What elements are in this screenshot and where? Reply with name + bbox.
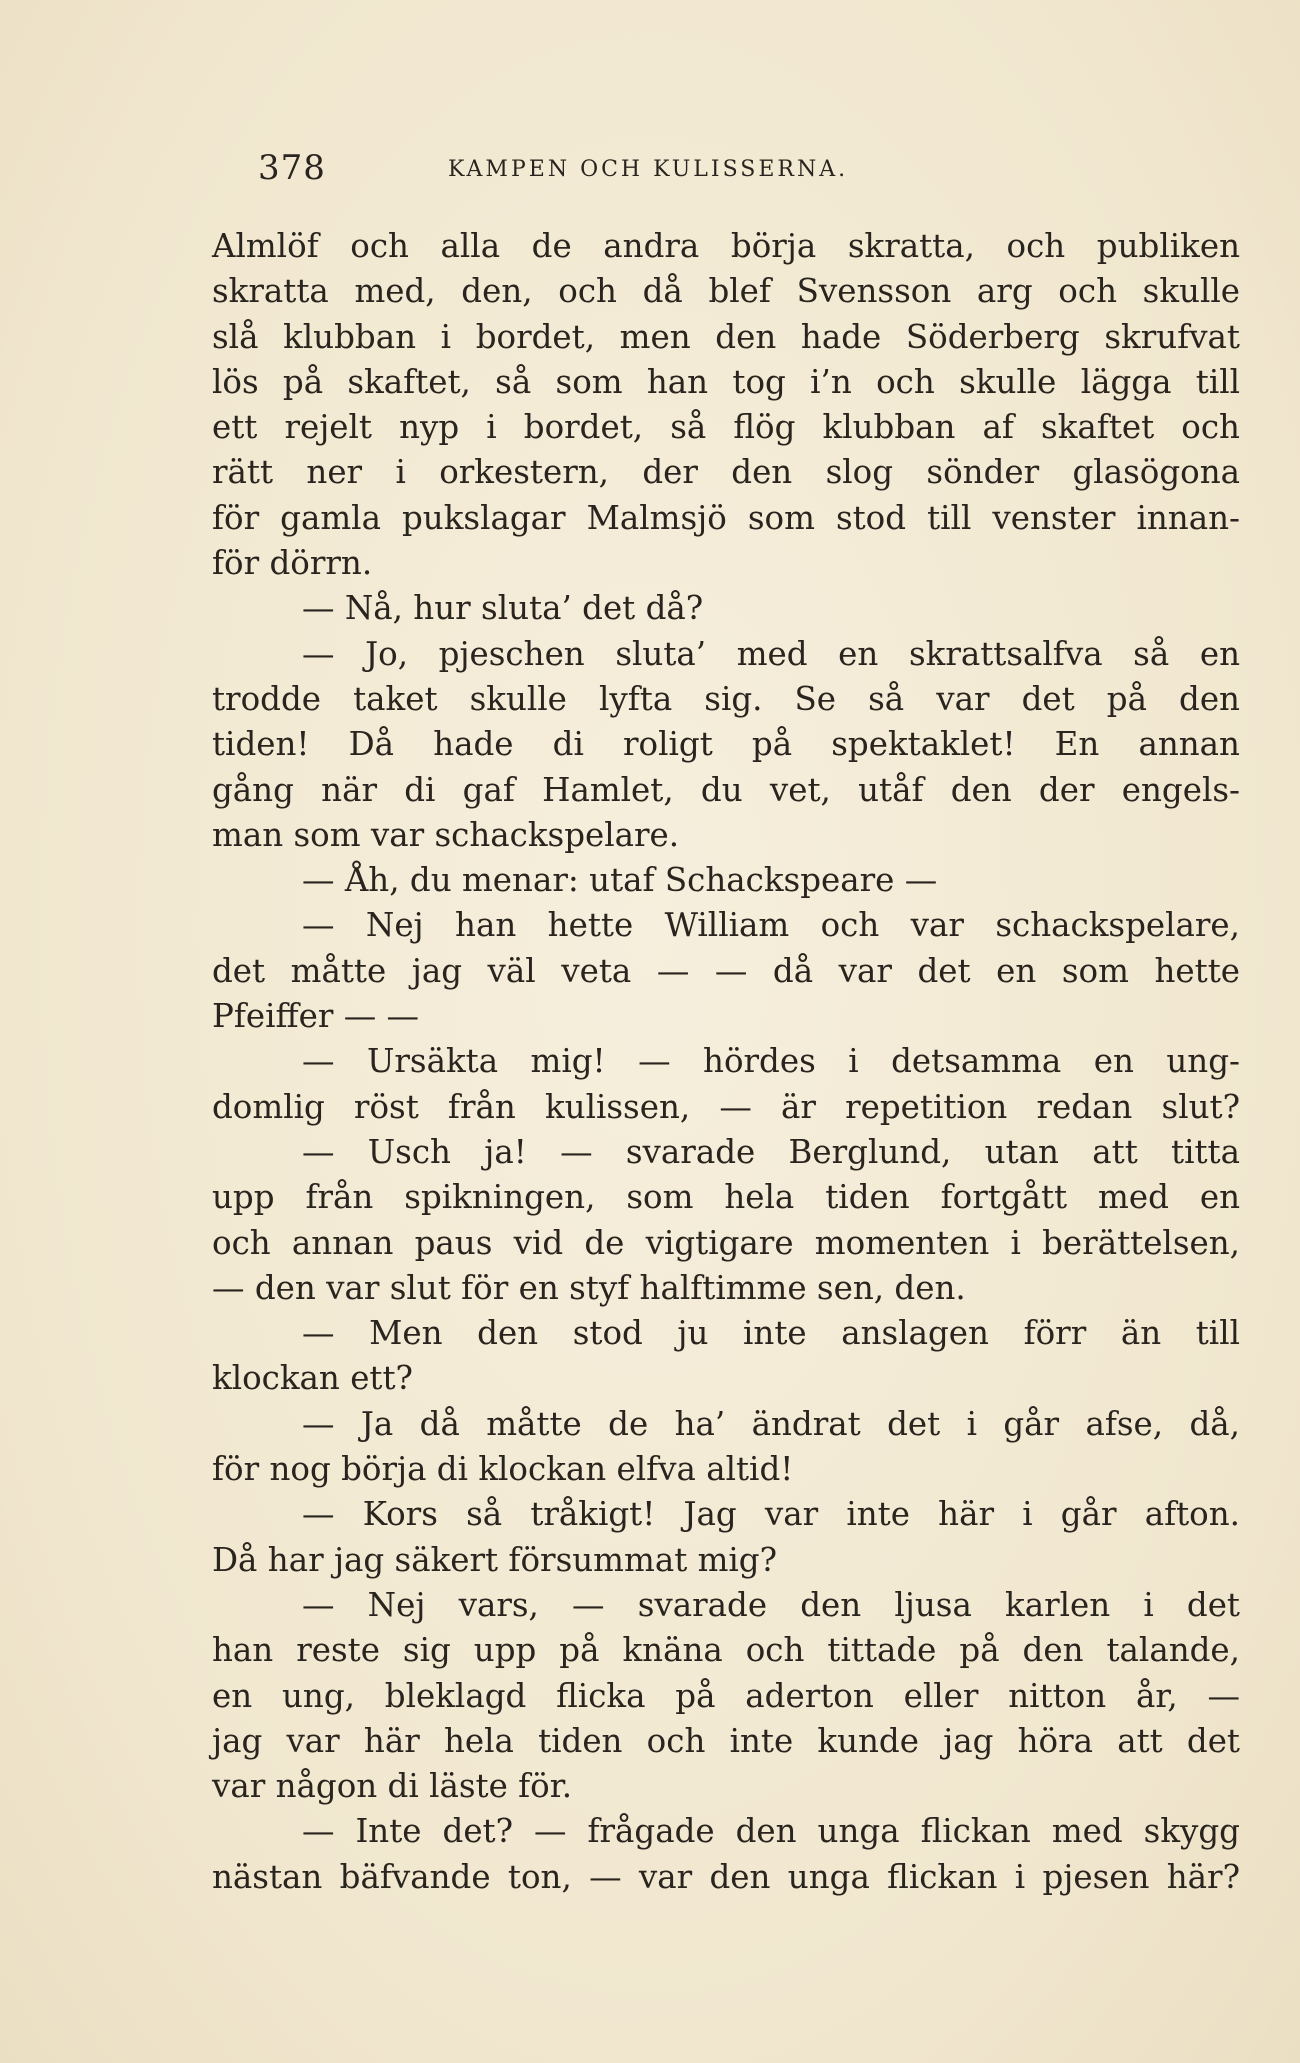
text-line: — Nej han hette William och var schackspelare, bbox=[302, 906, 1240, 945]
text-line: och annan paus vid de vigtigare momenten i berättelsen, bbox=[212, 1223, 1240, 1262]
text-line: — Ja då måtte de ha’ ändrat det i går afse, då, bbox=[302, 1404, 1240, 1443]
text-line: han reste sig upp på knäna och tittade på den talande, bbox=[212, 1631, 1240, 1670]
text-line: slå klubban i bordet, men den hade Söderberg skrufvat bbox=[212, 317, 1240, 356]
text-line: Almlöf och alla de andra börja skratta, och publiken bbox=[212, 227, 1240, 265]
text-line: det måtte jag väl veta — — då var det en som hette bbox=[212, 951, 1240, 990]
text-line: — Kors så tråkigt! Jag var inte här i går afton. bbox=[302, 1495, 1240, 1534]
text-line: — Åh, du menar: utaf Schackspeare — bbox=[302, 861, 938, 900]
text-line: för dörrn. bbox=[212, 544, 373, 583]
text-line: för nog börja di klockan elfva altid! bbox=[212, 1450, 794, 1489]
text-line: — Inte det? — frågade den unga flickan med skygg bbox=[302, 1812, 1240, 1851]
text-line: klockan ett? bbox=[212, 1359, 413, 1398]
text-line: Pfeiffer — — bbox=[212, 997, 420, 1036]
text-line: — Jo, pjeschen sluta’ med en skrattsalfva så en bbox=[302, 634, 1240, 673]
body-text bbox=[212, 224, 1240, 1900]
text-line: gång när di gaf Hamlet, du vet, utåf den der engels- bbox=[212, 770, 1240, 809]
text-line: en ung, bleklagd flicka på aderton eller nitton år, — bbox=[212, 1676, 1240, 1715]
text-line: domlig röst från kulissen, — är repetition redan slut? bbox=[212, 1087, 1240, 1126]
text-line: lös på skaftet, så som han tog i’n och skulle lägga till bbox=[212, 362, 1240, 401]
text-line: var någon di läste för. bbox=[212, 1767, 573, 1806]
text-line: rätt ner i orkestern, der den slog sönder glasögona bbox=[212, 453, 1240, 492]
page-header bbox=[258, 148, 1018, 188]
text-line: — den var slut för en styf halftimme sen, den. bbox=[212, 1268, 966, 1307]
text-line: upp från spikningen, som hela tiden fortgått med en bbox=[212, 1178, 1240, 1217]
text-line: — Usch ja! — svarade Berglund, utan att titta bbox=[302, 1132, 1240, 1171]
text-line: tiden! Då hade di roligt på spektaklet! En annan bbox=[212, 725, 1240, 764]
text-line: ett rejelt nyp i bordet, så flög klubban af skaftet och bbox=[212, 408, 1240, 447]
running-title: KAMPEN OCH KULISSERNA. bbox=[448, 157, 849, 182]
text-line: skratta med, den, och då blef Svensson arg och skulle bbox=[212, 272, 1240, 311]
text-line: — Nå, hur sluta’ det då? bbox=[302, 589, 704, 628]
text-line: — Nej vars, — svarade den ljusa karlen i det bbox=[302, 1585, 1240, 1624]
text-line: trodde taket skulle lyfta sig. Se så var det på den bbox=[212, 679, 1240, 718]
text-line: nästan bäfvande ton, — var den unga flickan i pjesen här? bbox=[212, 1857, 1240, 1896]
text-line: man som var schackspelare. bbox=[212, 815, 680, 854]
text-line: — Ursäkta mig! — hördes i detsamma en ung- bbox=[302, 1042, 1240, 1081]
text-line: jag var här hela tiden och inte kunde jag höra att det bbox=[212, 1721, 1240, 1760]
page-number: 378 bbox=[258, 148, 326, 188]
text-line: — Men den stod ju inte anslagen förr än till bbox=[302, 1314, 1240, 1353]
text-line: för gamla pukslagar Malmsjö som stod till venster innan- bbox=[212, 498, 1240, 537]
text-line: Då har jag säkert försummat mig? bbox=[212, 1540, 778, 1579]
